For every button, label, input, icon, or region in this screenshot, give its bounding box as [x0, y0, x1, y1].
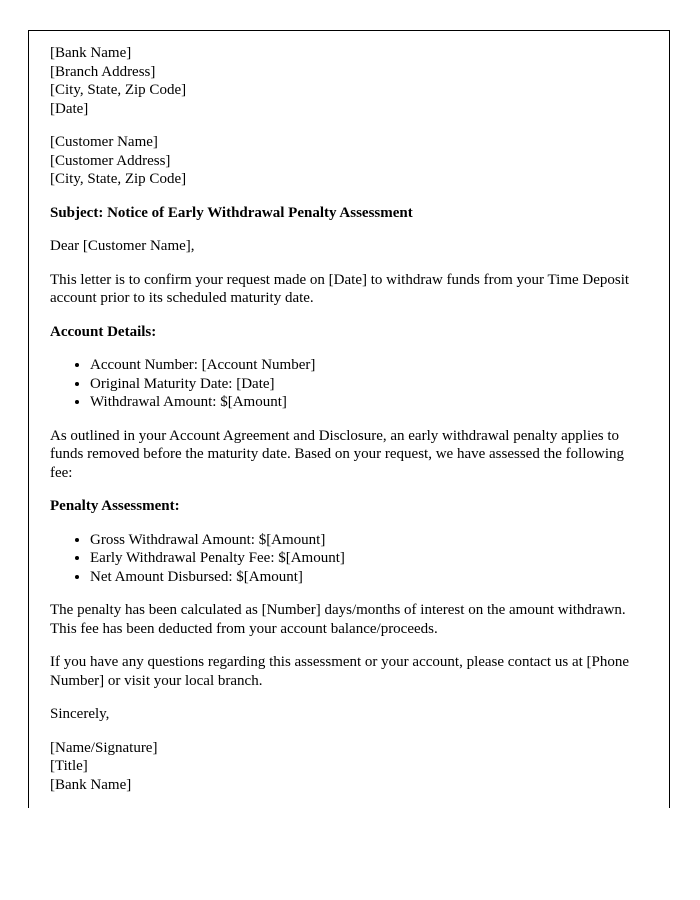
recipient-address-block — [50, 133, 648, 189]
penalty-assessment-list — [50, 531, 648, 587]
recipient-customer-address: [Customer Address] — [50, 152, 171, 169]
net-amount-disbursed-item: • Net Amount Disbursed: $[Amount] — [90, 568, 648, 587]
signature-name: [Name/Signature] — [50, 739, 158, 756]
letter-body — [29, 31, 669, 794]
closing: Sincerely, — [50, 706, 110, 722]
original-maturity-date-item: • Original Maturity Date: [Date] — [90, 375, 648, 394]
signature-block — [50, 739, 648, 795]
account-number-item: • Account Number: [Account Number] — [90, 356, 648, 375]
signature-bank-name: [Bank Name] — [50, 776, 132, 793]
signature-title: [Title] — [50, 758, 88, 774]
sender-city-state-zip: [City, State, Zip Code] — [50, 82, 187, 98]
letter-page — [28, 30, 670, 808]
salutation: Dear [Customer Name], — [50, 238, 195, 254]
account-details-heading: Account Details: — [50, 323, 157, 340]
penalty-intro-paragraph: As outlined in your Account Agreement and Disclosure, an early withdrawal penalty applies to funds removed before the maturity date. Based on your request, we have assessed the following fee: — [50, 427, 624, 481]
letter-date: [Date] — [50, 100, 89, 117]
sender-branch-address: [Branch Address] — [50, 63, 156, 80]
withdrawal-amount-item: • Withdrawal Amount: $[Amount] — [90, 393, 648, 412]
recipient-city-state-zip: [City, State, Zip Code] — [50, 171, 187, 187]
subject-line: Subject: Notice of Early Withdrawal Penalty Assessment — [50, 204, 413, 221]
sender-address-block — [50, 44, 648, 118]
account-details-list — [50, 356, 648, 412]
sender-bank-name: [Bank Name] — [50, 45, 132, 61]
intro-paragraph: This letter is to confirm your request made on [Date] to withdraw funds from your Time Deposit account prior to its scheduled maturity date. — [50, 271, 630, 306]
contact-paragraph: If you have any questions regarding this assessment or your account, please contact us at [Phone Number] or visit your local branch. — [50, 654, 630, 689]
recipient-customer-name: [Customer Name] — [50, 134, 158, 150]
penalty-assessment-heading: Penalty Assessment: — [50, 498, 180, 514]
calculation-paragraph: The penalty has been calculated as [Number] days/months of interest on the amount withdrawn. This fee has been deducted from your account balance/proceeds. — [50, 602, 626, 637]
early-withdrawal-penalty-fee-item: • Early Withdrawal Penalty Fee: $[Amount] — [90, 549, 648, 568]
gross-withdrawal-amount-item: • Gross Withdrawal Amount: $[Amount] — [90, 531, 648, 550]
